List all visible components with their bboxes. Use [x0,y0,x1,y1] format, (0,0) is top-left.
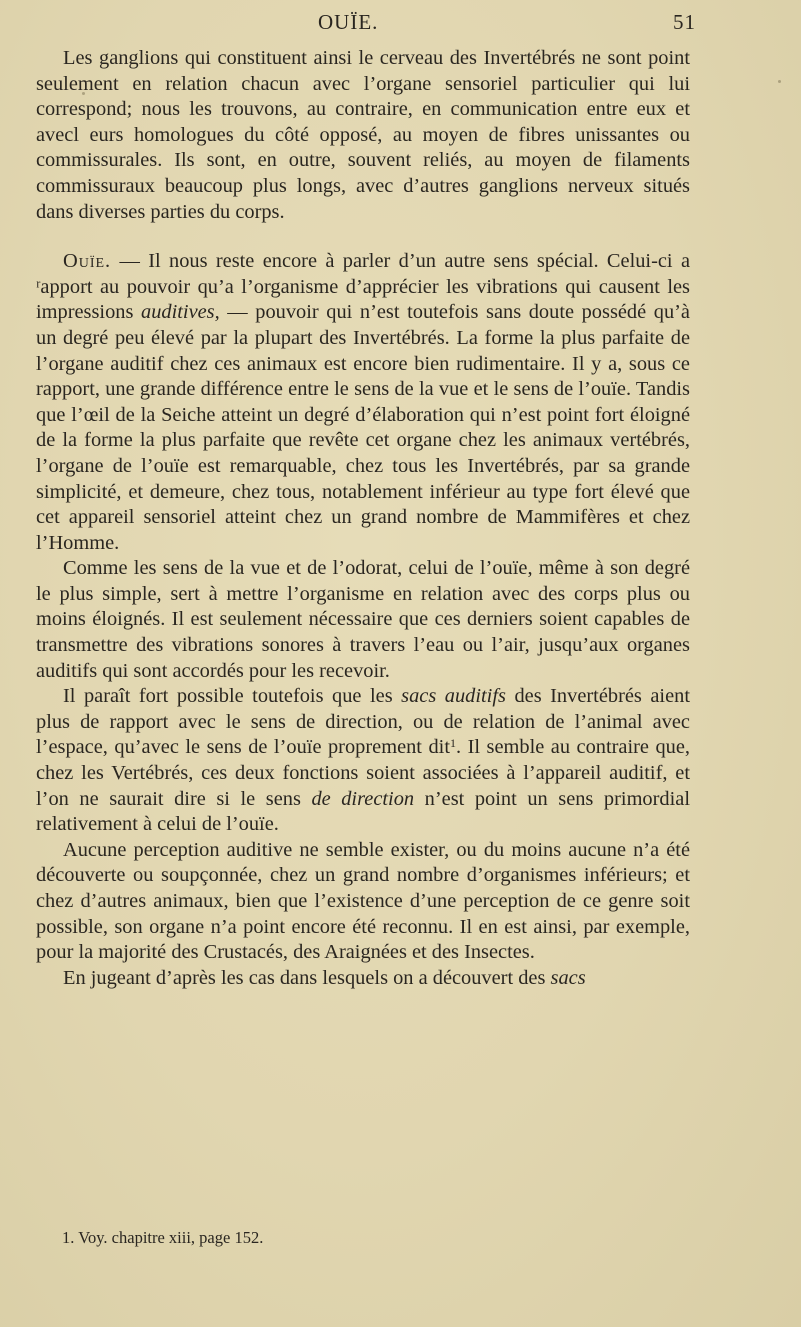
paragraph-en-jugeant [36,966,690,992]
footnote [62,1228,263,1248]
paragraph-sacs-auditifs [36,684,690,838]
body-text [36,34,690,991]
paragraph-text: n’est point un sens primordial relativement à celui de l’ouïe. [36,787,690,836]
paragraph-text: . Il semble au contraire que, chez les Vertébrés, ces deux fonctions soient associées à l’appareil auditif, et l’on ne saurait dire si le sens [36,736,690,810]
running-header [0,8,801,36]
running-title: OUÏE. [318,10,379,34]
paragraph-odorat: Comme les sens de la vue et de l’odorat, celui de l’ouïe, même à son degré le plus simple, sert à mettre l’organisme en relation avec des corps plus ou moins éloignés. Il est seulement nécessaire que ces derniers soient capables de transmettre des vibrations sonores à travers l’eau ou l’air, jusqu’aux organes auditifs qui sont accordés pour les recevoir. [36,557,690,682]
paragraph-text: Il paraît fort possible toutefois que les [63,685,402,708]
paragraph-text: — pouvoir qui n’est toutefois sans doute possédé qu’à un degré peu élevé par la plupart des Invertébrés. La forme la plus parfaite de l’organe auditif chez ces animaux est encore bien rudimentaire. Il y a, sous ce rapport, une grande différence entre le sens de la vue et le sens de l’ouïe. Tandis que l’œil de la Seiche atteint un degré d’élaboration qui n’est point fort éloigné de la forme la plus parfaite que revête cet organe chez les animaux vertébrés, l’organe de l’ouïe est remarquable, chez tous les Invertébrés, par sa grande simplicité, et demeure, chez tous, notablement inférieur au type fort élevé que cet appareil sensoriel atteint chez un grand nombre de Mammifères et chez l’Homme. [36,301,690,554]
paragraph-aucune-perception: Aucune perception auditive ne semble exister, ou du moins aucune n’a été découverte ou soupçonnée, chez un grand nombre d’organismes inférieurs; et chez d’autres animaux, bien que l’existence d’une perception de ce genre soit possible, son organe n’a point encore été reconnu. Il en est ainsi, par exemple, pour la majorité des Crustacés, des Araignées et des Insectes. [36,838,690,964]
paragraph-text: Il nous reste encore à parler d’un autre sens spécial. Celui-ci a ʳapport au pouvoir qu’a l’organisme d’apprécier les vibrations qui causent les impressions [36,250,690,324]
italic-term: de direction [311,787,415,810]
footnote-reference[interactable]: 1 [450,736,456,751]
italic-term: sacs [550,966,586,989]
heading-separator: — [111,250,149,273]
paragraph-ganglions: Les ganglions qui constituent ainsi le cerveau des Invertébrés ne sont point seulement en relation chacun avec l’organe sensoriel particulier qui lui correspond; nous les trouvons, au contraire, en communication entre eux et avecl eurs homologues du côté opposé, au moyen de fibres unissantes ou commissurales. Ils sont, en outre, souvent reliés, au moyen de filaments commissuraux beaucoup plus longs, avec d’autres ganglions nerveux situés dans diverses parties du corps. [36,47,690,223]
italic-term: sacs auditifs [401,685,506,708]
footnote-marker: 1. [62,1228,75,1247]
section-heading: Ouïe. [63,250,112,273]
paragraph-ouie [36,249,690,556]
footnote-text: Voy. chapitre xiii, page 152. [74,1228,264,1247]
italic-term: auditives, [141,301,220,324]
paragraph-text: des Invertébrés aient plus de rapport avec le sens de direction, ou de relation de l’animal avec l’espace, qu’avec le sens de l’ouïe proprement dit [36,685,690,759]
paragraph-text: En jugeant d’après les cas dans lesquels on a découvert des [63,966,551,989]
page-number: 51 [673,10,696,34]
paper-speck [778,80,781,83]
